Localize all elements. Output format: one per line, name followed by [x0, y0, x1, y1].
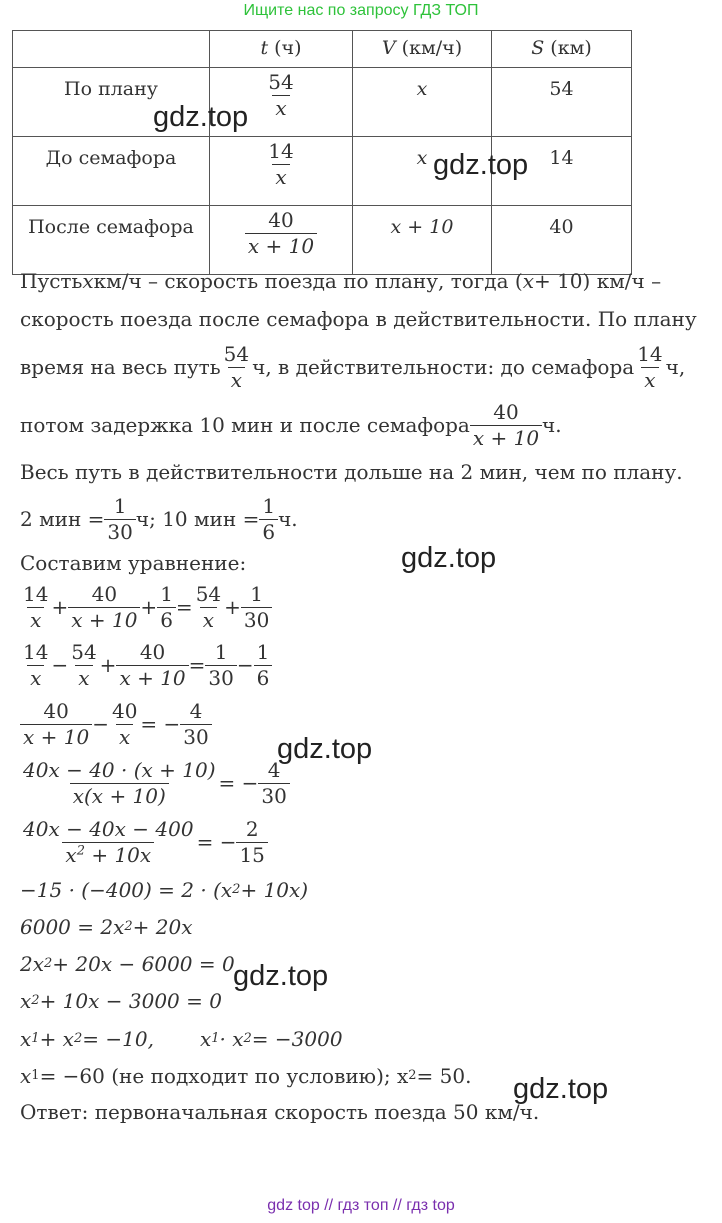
solution-text [20, 262, 710, 1130]
header-speed: V (км/ч) [353, 31, 492, 68]
roots-line: x 1 = −60 (не подходит по условию); x 2 = 50. [20, 1064, 472, 1088]
data-table [12, 30, 632, 275]
header-banner: Ищите нас по запросу ГДЗ ТОП [243, 2, 479, 19]
table-row [13, 68, 632, 137]
paragraph-line: Пусть x км/ч – скорость поезда по плану, тогда ( x + 10) км/ч – [20, 269, 662, 293]
watermark: gdz.top [433, 149, 529, 181]
speed-cell: x [353, 137, 492, 206]
paragraph-line: время на весь путь $\frac{54}{x}$ ч, в действительности: до семафора $\frac{14}{x}$ ч, [20, 341, 686, 392]
vieta-line: x 1 + x 2 = −10, x 1 · x 2 = −3000 [20, 1027, 343, 1051]
watermark: gdz.top [233, 960, 329, 992]
paragraph-line: потом задержка 10 мин и после семафора $\frac{40}{x + 10}$ ч. [20, 399, 562, 450]
header-distance: S (км) [492, 31, 632, 68]
equation-line: $\frac{14}{x}$ − $\frac{54}{x}$ + $\frac{40}{x + 10}$ = $\frac{1}{30}$ − $\frac{1}{6}$ [20, 636, 710, 694]
footer-banner: gdz top // гдз топ // гдз top [267, 1197, 455, 1214]
watermark: gdz.top [277, 733, 373, 765]
time-cell: $\frac{14}{x}$ [210, 137, 353, 206]
distance-cell: 40 [492, 206, 632, 275]
equation-line: 6000 = 2x 2 + 20x [20, 915, 193, 939]
table-header-row [13, 31, 632, 68]
answer-line: Ответ: первоначальная скорость поезда 50 км/ч. [20, 1100, 540, 1124]
equation-line: x 2 + 10x − 3000 = 0 [20, 989, 222, 1013]
watermark: gdz.top [153, 101, 249, 133]
time-cell: $\frac{40}{x + 10}$ [210, 206, 353, 275]
paragraph-line: Составим уравнение: [20, 551, 247, 575]
equation-line: $\frac{40x - 40x - 400}{x^2 + 10x}$ = − $\frac{2}{15}$ [20, 812, 710, 872]
equation-line: $\frac{40}{x + 10}$ − $\frac{40}{x}$ = − $\frac{4}{30}$ [20, 694, 710, 754]
time-cell: $\frac{54}{x}$ [210, 68, 353, 137]
header-time: t (ч) [210, 31, 353, 68]
distance-cell: 54 [492, 68, 632, 137]
distance-cell: 14 [492, 137, 632, 206]
speed-cell: x + 10 [353, 206, 492, 275]
paragraph-line: Весь путь в действительности дольше на 2 мин, чем по плану. [20, 460, 683, 484]
row-label: После семафора [13, 206, 210, 275]
watermark: gdz.top [513, 1073, 609, 1105]
watermark: gdz.top [401, 542, 497, 574]
paragraph-line: скорость поезда после семафора в действительности. По плану [20, 307, 697, 331]
equation-line: $\frac{40x - 40 \cdot (x + 10)}{x(x + 10)}$ = − $\frac{4}{30}$ [20, 754, 710, 812]
equation-line: −15 · (−400) = 2 · (x 2 + 10x) [20, 878, 309, 902]
row-label: До семафора [13, 137, 210, 206]
header-empty [13, 31, 210, 68]
paragraph-line: 2 мин = $\frac{1}{30}$ ч; 10 мин = $\frac{1}{6}$ ч. [20, 493, 298, 544]
equation-line: $\frac{14}{x}$ + $\frac{40}{x + 10}$ + $\frac{1}{6}$ = $\frac{54}{x}$ + $\frac{1}{30}$ [20, 578, 710, 636]
speed-cell: x [353, 68, 492, 137]
table-row [13, 137, 632, 206]
equation-line: 2x 2 + 20x − 6000 = 0 [20, 952, 235, 976]
row-label: По плану [13, 68, 210, 137]
